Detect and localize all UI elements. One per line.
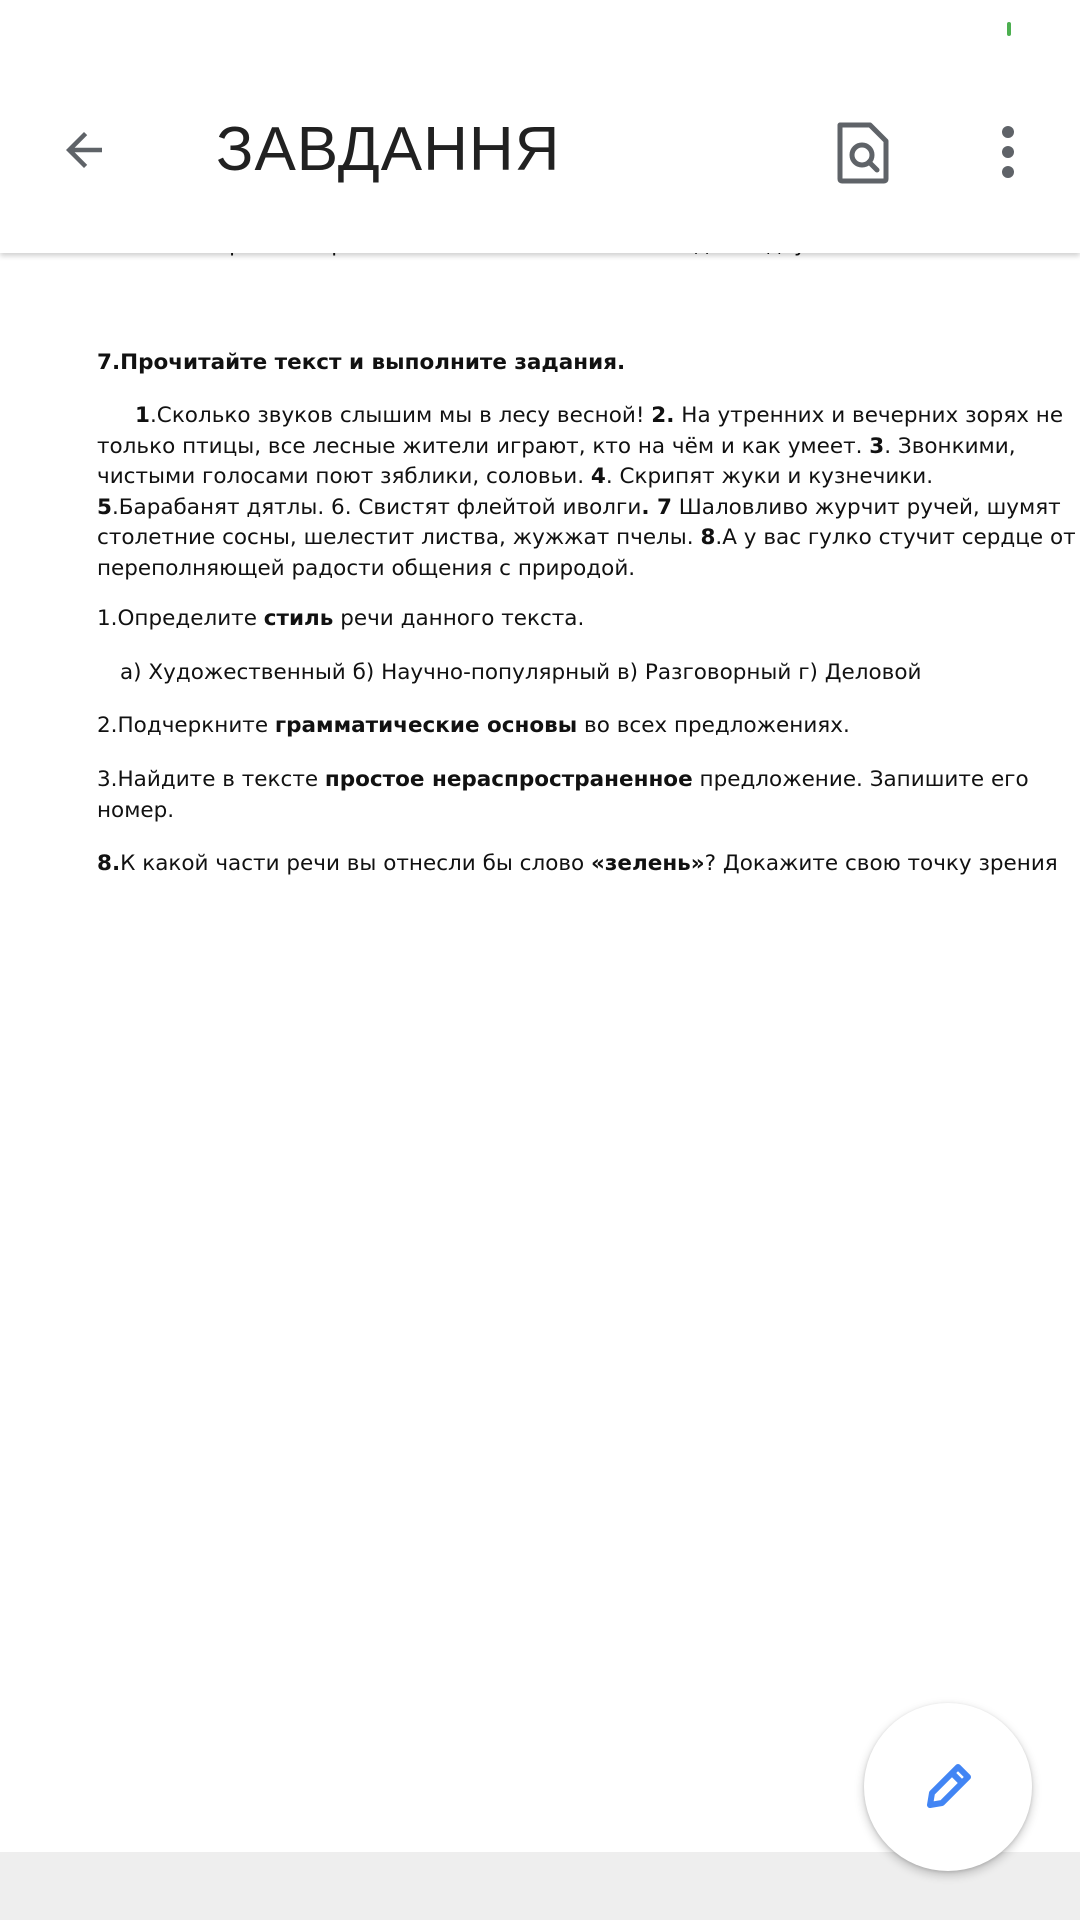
sentence-number: 2. [651, 403, 675, 428]
paragraph-text: .Сколько звуков слышим мы в лесу весной! [149, 403, 652, 428]
question-text: речи данного текста. [333, 606, 585, 631]
paragraph-text: На утренних и вечерних зорях не [674, 403, 1064, 428]
edit-fab-button[interactable] [864, 1703, 1032, 1871]
status-bar [0, 0, 1080, 60]
app-bar [0, 60, 1080, 253]
paragraph-text: столетние сосны, шелестит листва, жужжат пчелы. [97, 525, 701, 550]
question-1-options: а) Художественный б) Научно-популярный в) Разговорный г) Деловой [120, 660, 922, 685]
question-text: номер. [97, 797, 175, 823]
question-3 [97, 765, 1029, 826]
back-button[interactable] [44, 110, 124, 190]
paragraph-text: . Скрипят жуки и кузнечики. [605, 464, 934, 489]
question-text: 1.Определите [97, 606, 264, 631]
reading-paragraph [97, 401, 1076, 584]
question-keyword: стиль [263, 606, 334, 631]
pencil-icon [916, 1755, 980, 1819]
sentence-number: . 7 [641, 494, 672, 520]
question-keyword: грамматические основы [274, 713, 578, 738]
sentence-number: 8 [700, 525, 716, 550]
paragraph-text: . Звонкими, [884, 433, 1016, 459]
question-text: предложение. Запишите его [692, 767, 1029, 792]
arrow-left-icon [57, 123, 111, 177]
find-in-document-button[interactable] [823, 108, 903, 198]
paragraph-text: только птицы, все лесные жители играют, кто на чём и как умеет. [97, 433, 870, 459]
document-search-icon [836, 121, 890, 185]
sentence-number: 1 [135, 403, 150, 428]
question-text: 3.Найдите в тексте [97, 767, 325, 792]
question-text: во всех предложениях. [577, 713, 850, 738]
sentence-number: 4 [590, 464, 606, 489]
question-text: ? Докажите свою точку зрения [704, 851, 1058, 876]
question-keyword: простое нераспространенное [324, 767, 693, 792]
paragraph-text: переполняющей радости общения с природой. [97, 555, 636, 581]
paragraph-text: .А у вас гулко стучит сердце от [715, 525, 1076, 550]
question-1 [97, 604, 584, 635]
question-text: К какой части речи вы отнесли бы слово [120, 851, 592, 876]
question-8 [97, 849, 1058, 880]
document-view[interactable] [0, 230, 1080, 1852]
status-indicator-icon [1007, 22, 1011, 36]
paragraph-text: Шаловливо журчит ручей, шумят [671, 494, 1061, 520]
page-title: ЗАВДАННЯ [216, 115, 561, 184]
question-keyword: «зелень» [591, 851, 705, 876]
more-vert-icon [998, 124, 1018, 180]
question-2 [97, 711, 850, 742]
question-number: 8. [97, 851, 121, 876]
sentence-number: 3 [869, 433, 885, 459]
sentence-number: 5 [97, 494, 112, 520]
question-text: 2.Подчеркните [97, 713, 275, 738]
task-heading: 7.Прочитайте текст и выполните задания. [97, 350, 626, 375]
paragraph-text: .Барабанят дятлы. 6. Свистят флейтой иволги [111, 494, 642, 520]
paragraph-text: чистыми голосами поют зяблики, соловьи. [97, 464, 591, 489]
more-options-button[interactable] [968, 112, 1048, 192]
